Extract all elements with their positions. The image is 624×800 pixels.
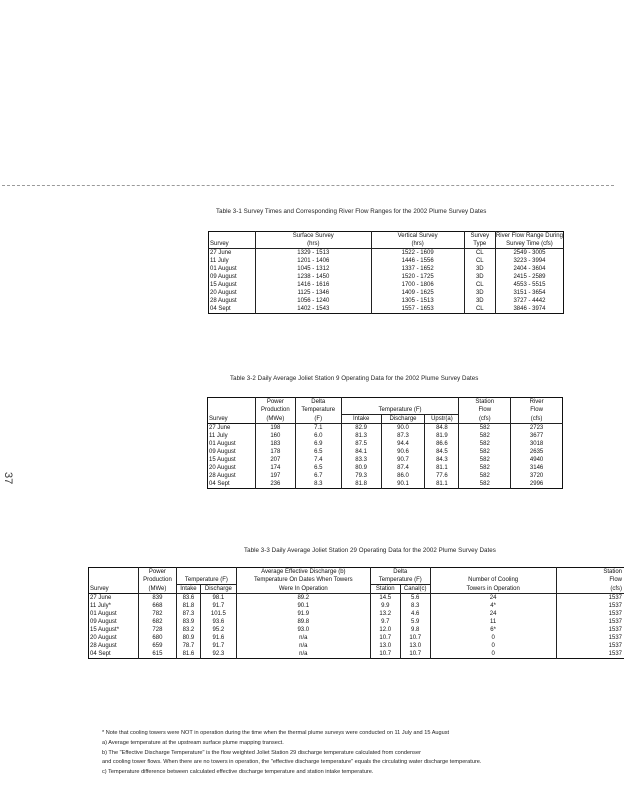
cell-delta-canal: 5.6 <box>400 594 430 603</box>
t1-header-surface-unit: (hrs) <box>255 240 371 249</box>
cell-towers: 24 <box>430 610 556 618</box>
cell-effective: 89.8 <box>236 618 370 626</box>
cell-flow: 1537 <box>556 650 624 659</box>
table-row <box>89 642 624 650</box>
cell-flow: 1537 <box>556 642 624 650</box>
t1-header-vertical: Vertical Survey <box>371 232 464 241</box>
cell-station-flow: 582 <box>459 472 511 480</box>
cell-discharge: 90.0 <box>381 424 425 433</box>
cell-discharge: 98.1 <box>200 594 236 603</box>
t3-header-delta-station: Station <box>370 585 400 594</box>
cell-intake: 80.9 <box>176 634 200 642</box>
cell-type: 3D <box>464 297 495 305</box>
t3-header-temp-spacer <box>176 568 236 577</box>
cell-intake: 81.6 <box>176 650 200 659</box>
t1-header-flow-unit: Survey Time (cfs) <box>495 240 563 249</box>
cell-survey: 11 July <box>210 258 229 264</box>
t2-header-station-unit: (cfs) <box>459 415 511 424</box>
cell-delta-canal: 10.7 <box>400 650 430 659</box>
t1-header-surface: Surface Survey <box>255 232 371 241</box>
cell-vertical: 1700 - 1806 <box>371 281 464 289</box>
t3-header-effective: Average Effective Discharge (b) <box>236 568 370 577</box>
cell-power: 659 <box>138 642 176 650</box>
cell-effective: n/a <box>236 642 370 650</box>
cell-surface: 1416 - 1616 <box>255 281 371 289</box>
cell-effective: 91.9 <box>236 610 370 618</box>
cell-delta-canal: 13.0 <box>400 642 430 650</box>
t3-header-flow-unit: (cfs) <box>556 585 624 594</box>
cell-delta-canal: 9.8 <box>400 626 430 634</box>
cell-type: CL <box>464 281 495 289</box>
cell-vertical: 1337 - 1652 <box>371 265 464 273</box>
cell-flow: 3223 - 3994 <box>495 257 563 265</box>
cell-discharge: 91.7 <box>200 602 236 610</box>
cell-power: 174 <box>255 464 295 472</box>
note-line: a) Average temperature at the upstream surface plume mapping transect. <box>102 739 284 746</box>
cell-flow: 1537 <box>556 594 624 603</box>
cell-surface: 1402 - 1543 <box>255 305 371 314</box>
cell-surface: 1056 - 1240 <box>255 297 371 305</box>
table-row <box>208 464 563 472</box>
cell-survey: 28 August <box>90 643 117 649</box>
cell-survey: 20 August <box>210 290 237 296</box>
cell-flow: 2549 - 3005 <box>495 249 563 258</box>
cell-power: 178 <box>255 448 295 456</box>
t3-header-power-unit: (MWe) <box>138 585 176 594</box>
table-row <box>208 424 563 433</box>
t2-header-discharge: Discharge <box>381 415 425 424</box>
cell-effective: 90.1 <box>236 602 370 610</box>
cell-effective: 93.0 <box>236 626 370 634</box>
cell-flow: 1537 <box>556 602 624 610</box>
cell-survey: 27 June <box>90 595 112 601</box>
cell-discharge: 90.6 <box>381 448 425 456</box>
cell-surface: 1238 - 1450 <box>255 273 371 281</box>
cell-upstream: 84.3 <box>425 456 459 464</box>
cell-power: 615 <box>138 650 176 659</box>
cell-effective: 89.2 <box>236 594 370 603</box>
table-row <box>89 610 624 618</box>
cell-intake: 81.8 <box>176 602 200 610</box>
table-row <box>89 594 624 603</box>
cell-delta: 6.5 <box>295 448 341 456</box>
cell-flow: 1537 <box>556 626 624 634</box>
t2-header-river-unit: (cfs) <box>511 415 563 424</box>
table-row <box>209 265 564 273</box>
cell-discharge: 91.7 <box>200 642 236 650</box>
cell-intake: 82.9 <box>341 424 381 433</box>
note-line: and cooling tower flows. When there are no towers in operation, the "effective discharge temperature" equals the circulating water discharge temperature. <box>102 759 482 766</box>
cell-survey: 01 August <box>209 441 236 447</box>
cell-intake: 81.8 <box>341 480 381 489</box>
cell-intake: 83.3 <box>341 456 381 464</box>
cell-delta-canal: 4.6 <box>400 610 430 618</box>
table-row <box>208 440 563 448</box>
t3-header-towers: Number of Cooling <box>430 576 556 585</box>
cell-survey: 11 July <box>209 433 228 439</box>
table-row <box>209 289 564 297</box>
cell-survey: 11 July* <box>90 603 111 609</box>
t2-header-river-l2: Flow <box>511 406 563 415</box>
cell-discharge: 101.5 <box>200 610 236 618</box>
cell-intake: 83.6 <box>176 594 200 603</box>
cell-towers: 0 <box>430 634 556 642</box>
cell-surface: 1125 - 1346 <box>255 289 371 297</box>
note-line: * Note that cooling towers were NOT in operation during the time when the thermal plume surveys were conducted on 11 July and 15 August <box>102 730 450 736</box>
table-row <box>208 456 563 464</box>
cell-delta: 6.9 <box>295 440 341 448</box>
t2-header-power-unit: (MWe) <box>255 415 295 424</box>
t3-header-power: Power <box>138 568 176 577</box>
cell-towers: 4* <box>430 602 556 610</box>
cell-river-flow: 3720 <box>511 472 563 480</box>
cell-survey: 27 June <box>209 425 231 431</box>
t3-header-flow: Station <box>556 568 624 577</box>
cell-delta-canal: 10.7 <box>400 634 430 642</box>
cell-discharge: 94.4 <box>381 440 425 448</box>
cell-power: 197 <box>255 472 295 480</box>
t3-header-towers-spacer <box>430 568 556 577</box>
t2-header-delta-l2: Temperature <box>295 406 341 415</box>
cell-station-flow: 582 <box>459 424 511 433</box>
cell-survey: 20 August <box>209 465 236 471</box>
table1-caption: Table 3-1 Survey Times and Corresponding River Flow Ranges for the 2002 Plume Survey Dates <box>216 208 487 215</box>
cell-intake: 84.1 <box>341 448 381 456</box>
t3-header-effective-l3: Were In Operation <box>236 585 370 594</box>
t2-header-delta: Delta <box>295 398 341 407</box>
cell-vertical: 1522 - 1609 <box>371 249 464 258</box>
cell-discharge: 95.2 <box>200 626 236 634</box>
cell-intake: 83.2 <box>176 626 200 634</box>
table-row <box>89 618 624 626</box>
cell-station-flow: 582 <box>459 432 511 440</box>
cell-type: CL <box>464 305 495 314</box>
cell-flow: 1537 <box>556 618 624 626</box>
cell-survey: 15 August* <box>90 627 120 633</box>
cell-towers: 6* <box>430 626 556 634</box>
cell-type: CL <box>464 257 495 265</box>
cell-river-flow: 2996 <box>511 480 563 489</box>
cell-vertical: 1305 - 1513 <box>371 297 464 305</box>
cell-flow: 2415 - 2589 <box>495 273 563 281</box>
cell-towers: 11 <box>430 618 556 626</box>
cell-power: 782 <box>138 610 176 618</box>
cell-towers: 24 <box>430 594 556 603</box>
table-row <box>209 305 564 314</box>
cell-vertical: 1446 - 1556 <box>371 257 464 265</box>
cell-intake: 81.3 <box>341 432 381 440</box>
cell-upstream: 84.8 <box>425 424 459 433</box>
cell-intake: 87.5 <box>341 440 381 448</box>
cell-effective: n/a <box>236 650 370 659</box>
cell-type: 3D <box>464 265 495 273</box>
t3-header-delta: Delta <box>370 568 430 577</box>
t1-header-flow: River Flow Range During <box>495 233 563 239</box>
t2-header-station-l2: Flow <box>459 406 511 415</box>
t3-header-delta-canal: Canal(c) <box>400 585 430 594</box>
cell-surface: 1045 - 1312 <box>255 265 371 273</box>
cell-survey: 15 August <box>210 282 237 288</box>
cell-power: 682 <box>138 618 176 626</box>
cell-survey: 09 August <box>209 449 236 455</box>
table-row <box>208 448 563 456</box>
table-notes <box>102 729 618 778</box>
table3 <box>88 567 624 659</box>
cell-flow: 1537 <box>556 610 624 618</box>
table1 <box>208 231 564 314</box>
cell-power: 839 <box>138 594 176 603</box>
table-row <box>208 480 563 489</box>
cell-upstream: 81.1 <box>425 480 459 489</box>
t3-header-flow-l2: Flow <box>556 576 624 585</box>
cell-survey: 20 August <box>90 635 117 641</box>
t2-header-intake: Intake <box>341 415 381 424</box>
t1-header-type-unit: Type <box>464 240 495 249</box>
cell-discharge: 90.1 <box>381 480 425 489</box>
t2-header-station: Station <box>459 398 511 407</box>
cell-delta-station: 10.7 <box>370 650 400 659</box>
cell-power: 207 <box>255 456 295 464</box>
table-row <box>89 602 624 610</box>
cell-survey: 09 August <box>210 274 237 280</box>
cell-upstream: 77.6 <box>425 472 459 480</box>
t1-header-vertical-unit: (hrs) <box>371 240 464 249</box>
t3-header-delta-l2: Temperature (F) <box>370 576 430 585</box>
page-number: 37 <box>2 472 14 485</box>
cell-survey: 01 August <box>90 611 117 617</box>
cell-delta: 6.5 <box>295 464 341 472</box>
cell-delta: 6.0 <box>295 432 341 440</box>
t3-header-temp-group: Temperature (F) <box>176 576 236 585</box>
cell-intake: 87.3 <box>176 610 200 618</box>
table-row <box>89 634 624 642</box>
t2-header-temp-spacer <box>341 398 459 407</box>
cell-vertical: 1409 - 1625 <box>371 289 464 297</box>
cell-discharge: 87.4 <box>381 464 425 472</box>
cell-station-flow: 582 <box>459 448 511 456</box>
cell-type: 3D <box>464 289 495 297</box>
table-row <box>209 297 564 305</box>
cell-station-flow: 582 <box>459 480 511 489</box>
cell-flow: 4553 - 5515 <box>495 281 563 289</box>
cell-station-flow: 582 <box>459 456 511 464</box>
t1-header-survey: Survey <box>210 241 229 247</box>
cell-station-flow: 582 <box>459 464 511 472</box>
cell-delta-station: 12.0 <box>370 626 400 634</box>
table-row <box>209 257 564 265</box>
note-line: c) Temperature difference between calculated effective discharge temperature and station intake temperature. <box>102 769 374 776</box>
table-row <box>209 273 564 281</box>
cell-survey: 04 Sept <box>90 651 111 657</box>
cell-type: 3D <box>464 273 495 281</box>
cell-towers: 0 <box>430 650 556 659</box>
cell-discharge: 91.6 <box>200 634 236 642</box>
t2-header-power-l2: Production <box>255 406 295 415</box>
cell-river-flow: 4940 <box>511 456 563 464</box>
cell-type: CL <box>464 249 495 258</box>
cell-delta-canal: 5.9 <box>400 618 430 626</box>
t2-header-delta-unit: (F) <box>295 415 341 424</box>
cell-upstream: 81.9 <box>425 432 459 440</box>
cell-flow: 1537 <box>556 634 624 642</box>
cell-survey: 01 August <box>210 266 237 272</box>
cell-discharge: 86.0 <box>381 472 425 480</box>
t3-header-survey: Survey <box>90 586 109 592</box>
cell-survey: 28 August <box>209 473 236 479</box>
t2-header-upstream: Upstr(a) <box>425 415 459 424</box>
cell-intake: 80.9 <box>341 464 381 472</box>
cell-intake: 78.7 <box>176 642 200 650</box>
cell-power: 198 <box>255 424 295 433</box>
cell-river-flow: 2635 <box>511 448 563 456</box>
t2-header-power: Power <box>255 398 295 407</box>
cell-flow: 2404 - 3604 <box>495 265 563 273</box>
cell-delta-station: 13.2 <box>370 610 400 618</box>
cell-survey: 28 August <box>210 298 237 304</box>
cell-river-flow: 3677 <box>511 432 563 440</box>
cell-delta-canal: 8.3 <box>400 602 430 610</box>
cell-towers: 0 <box>430 642 556 650</box>
cell-power: 728 <box>138 626 176 634</box>
cell-delta-station: 14.5 <box>370 594 400 603</box>
cell-survey: 27 June <box>210 250 232 256</box>
cell-intake: 79.3 <box>341 472 381 480</box>
cell-river-flow: 3018 <box>511 440 563 448</box>
cell-vertical: 1557 - 1653 <box>371 305 464 314</box>
cell-surface: 1329 - 1513 <box>255 249 371 258</box>
t1-header-type: Survey <box>464 232 495 241</box>
scan-dashed-rule <box>2 185 614 186</box>
cell-power: 236 <box>255 480 295 489</box>
cell-discharge: 93.6 <box>200 618 236 626</box>
table-row <box>208 472 563 480</box>
cell-discharge: 87.3 <box>381 432 425 440</box>
cell-upstream: 84.5 <box>425 448 459 456</box>
cell-power: 680 <box>138 634 176 642</box>
cell-delta-station: 9.7 <box>370 618 400 626</box>
cell-delta: 8.3 <box>295 480 341 489</box>
note-line: b) The "Effective Discharge Temperature" is the flow weighted Joliet Station 29 discharge temperature calculated from condenser <box>102 749 421 756</box>
t3-header-intake: Intake <box>176 585 200 594</box>
table3-caption: Table 3-3 Daily Average Joliet Station 29 Operating Data for the 2002 Plume Survey Dates <box>244 547 496 554</box>
table2-caption: Table 3-2 Daily Average Joliet Station 9 Operating Data for the 2002 Plume Survey Dates <box>230 375 479 382</box>
t3-header-towers-l2: Towers in Operation <box>430 585 556 594</box>
cell-power: 668 <box>138 602 176 610</box>
cell-survey: 09 August <box>90 619 117 625</box>
t2-header-river: River <box>511 398 563 407</box>
cell-delta-station: 10.7 <box>370 634 400 642</box>
cell-discharge: 92.3 <box>200 650 236 659</box>
cell-delta: 6.7 <box>295 472 341 480</box>
t2-header-survey: Survey <box>209 416 228 422</box>
cell-power: 160 <box>255 432 295 440</box>
table2 <box>207 397 563 489</box>
cell-survey: 15 August <box>209 457 236 463</box>
t3-header-power-l2: Production <box>138 576 176 585</box>
cell-discharge: 90.7 <box>381 456 425 464</box>
cell-upstream: 86.6 <box>425 440 459 448</box>
cell-flow: 3151 - 3654 <box>495 289 563 297</box>
cell-river-flow: 2723 <box>511 424 563 433</box>
t3-header-effective-l2: Temperature On Dates When Towers <box>236 576 370 585</box>
cell-effective: n/a <box>236 634 370 642</box>
table-row <box>89 650 624 659</box>
t2-header-temp-group: Temperature (F) <box>341 406 459 415</box>
table-row <box>208 432 563 440</box>
t3-header-discharge: Discharge <box>200 585 236 594</box>
cell-station-flow: 582 <box>459 440 511 448</box>
cell-flow: 3846 - 3974 <box>495 305 563 314</box>
cell-upstream: 81.1 <box>425 464 459 472</box>
cell-survey: 04 Sept <box>210 306 231 312</box>
cell-intake: 83.9 <box>176 618 200 626</box>
table-row <box>209 281 564 289</box>
cell-delta-station: 9.9 <box>370 602 400 610</box>
cell-surface: 1201 - 1406 <box>255 257 371 265</box>
cell-delta: 7.4 <box>295 456 341 464</box>
cell-delta: 7.1 <box>295 424 341 433</box>
cell-vertical: 1520 - 1725 <box>371 273 464 281</box>
cell-delta-station: 13.0 <box>370 642 400 650</box>
table-row <box>209 249 564 258</box>
cell-power: 183 <box>255 440 295 448</box>
cell-survey: 04 Sept <box>209 481 230 487</box>
cell-flow: 3727 - 4442 <box>495 297 563 305</box>
table-row <box>89 626 624 634</box>
cell-river-flow: 3146 <box>511 464 563 472</box>
